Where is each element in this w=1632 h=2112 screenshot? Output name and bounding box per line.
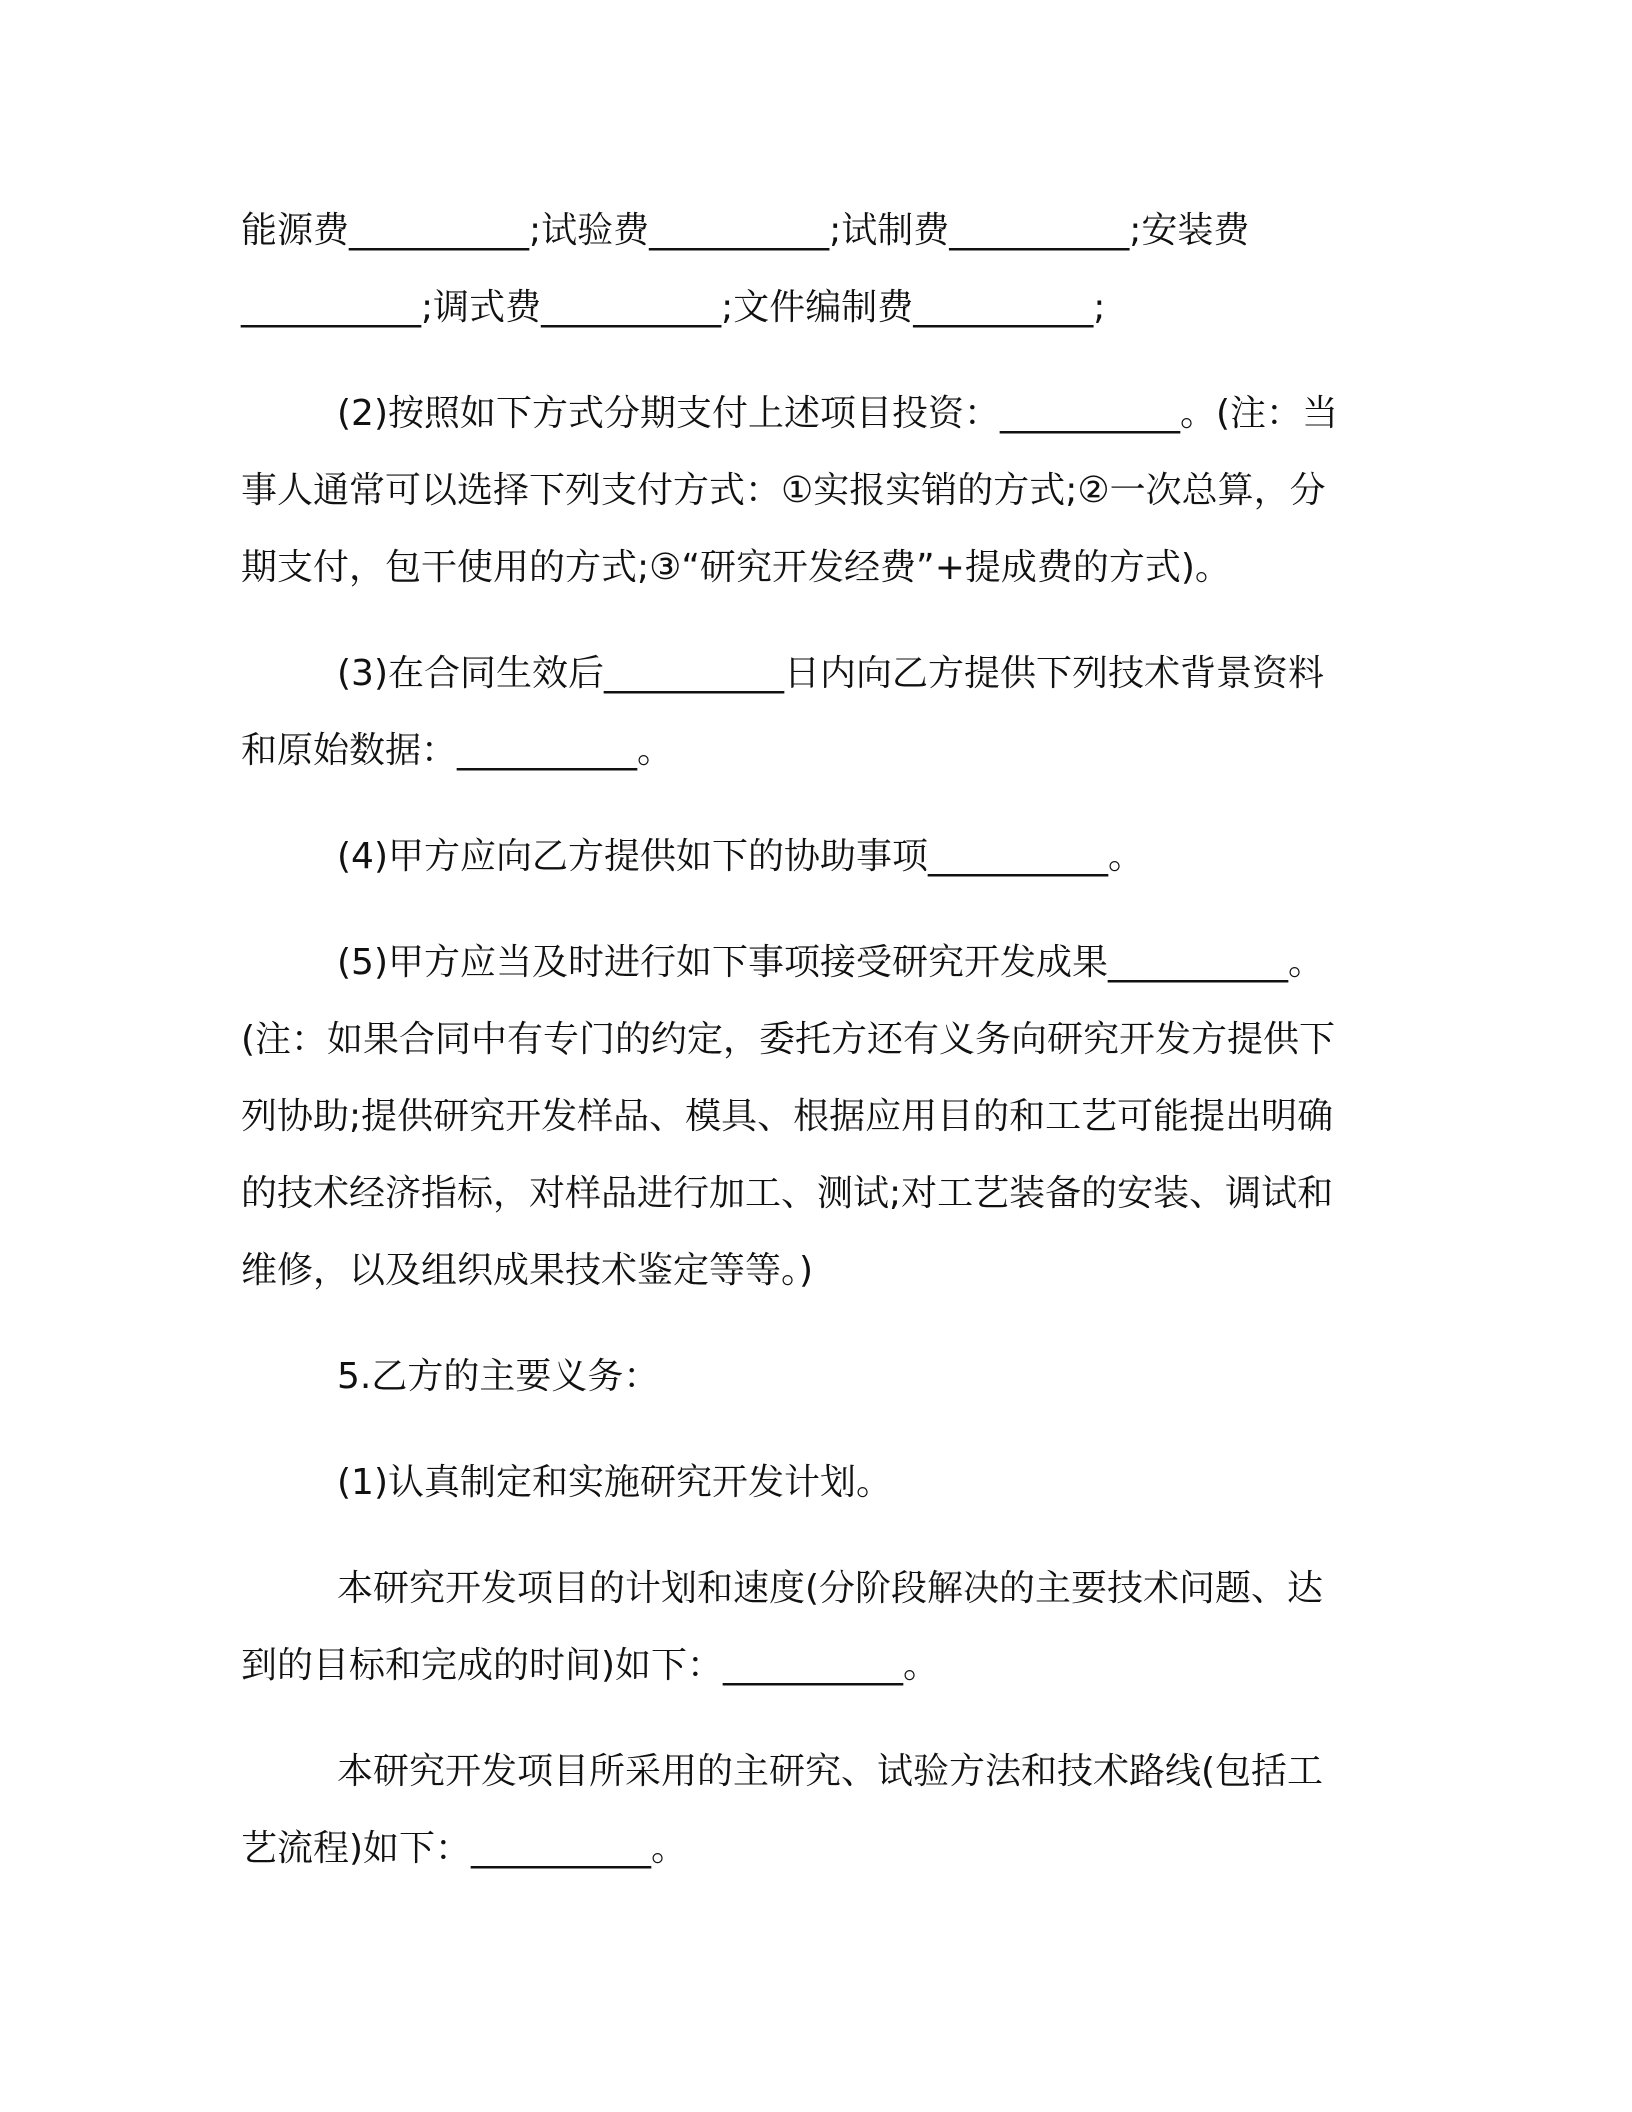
text-line: 期支付，包干使用的方式;③“研究开发经费”+提成费的方式)。 (241, 547, 1231, 588)
paragraph-fees (241, 192, 1371, 346)
text-line: (4)甲方应向乙方提供如下的协助事项__________。 (337, 836, 1144, 877)
paragraph-assistance (241, 818, 1371, 895)
text-line: (注：如果合同中有专门的约定，委托方还有义务向研究开发方提供下 (241, 1019, 1336, 1060)
text-line: 和原始数据：__________。 (241, 730, 674, 771)
text-line: 5.乙方的主要义务： (337, 1356, 660, 1397)
paragraph-background-data (241, 635, 1371, 789)
text-line: (1)认真制定和实施研究开发计划。 (337, 1462, 892, 1503)
paragraph-plan (241, 1444, 1371, 1521)
section-heading-party-b-obligations (241, 1338, 1371, 1415)
text-line: 本研究开发项目所采用的主研究、试验方法和技术路线(包括工 (337, 1751, 1324, 1792)
text-line: 艺流程)如下：__________。 (241, 1828, 688, 1869)
text-line: __________;调式费__________;文件编制费__________; (241, 287, 1106, 328)
text-line: 能源费__________;试验费__________;试制费__________;安装费 (241, 210, 1250, 251)
text-line: 的技术经济指标，对样品进行加工、测试;对工艺装备的安装、调试和 (241, 1173, 1334, 1214)
paragraph-schedule (241, 1550, 1371, 1704)
text-line: (2)按照如下方式分期支付上述项目投资：__________。(注：当 (337, 393, 1339, 434)
text-line: 事人通常可以选择下列支付方式：①实报实销的方式;②一次总算，分 (241, 470, 1326, 511)
text-line: 列协助;提供研究开发样品、模具、根据应用目的和工艺可能提出明确 (241, 1096, 1334, 1137)
text-line: 本研究开发项目的计划和速度(分阶段解决的主要技术问题、达 (337, 1568, 1324, 1609)
text-line: (5)甲方应当及时进行如下事项接受研究开发成果__________。 (337, 942, 1324, 983)
document-body (241, 192, 1371, 1916)
text-line: 到的目标和完成的时间)如下：__________。 (241, 1645, 940, 1686)
paragraph-payment-method (241, 375, 1371, 606)
paragraph-methods (241, 1733, 1371, 1887)
paragraph-acceptance (241, 924, 1371, 1309)
text-line: 维修，以及组织成果技术鉴定等等。) (241, 1250, 814, 1291)
text-line: (3)在合同生效后__________日内向乙方提供下列技术背景资料 (337, 653, 1324, 694)
